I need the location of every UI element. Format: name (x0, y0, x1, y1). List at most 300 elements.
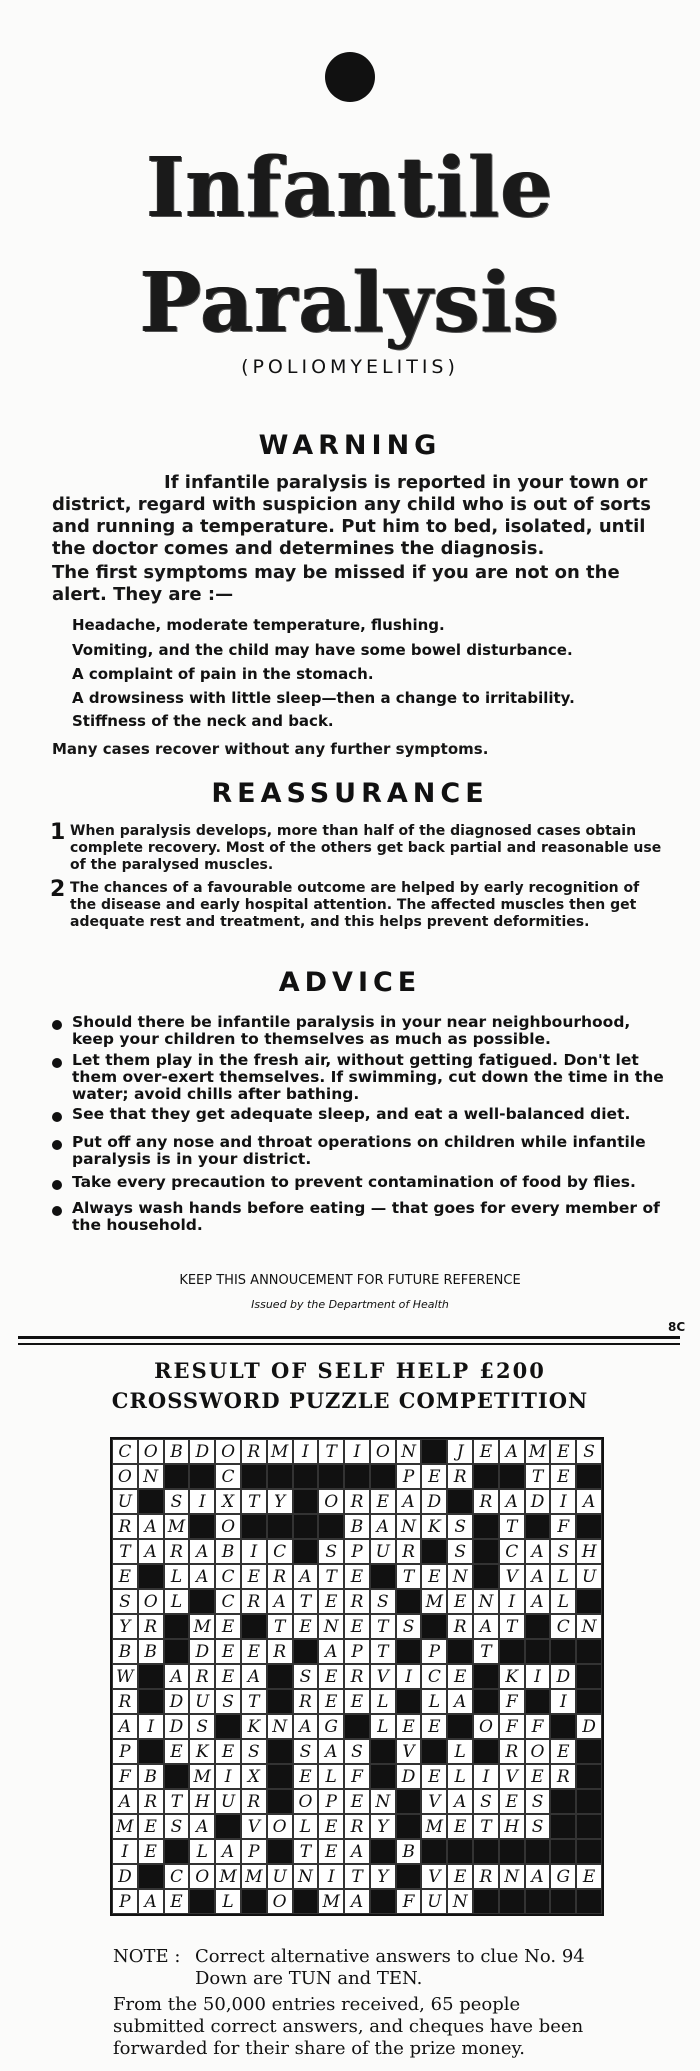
crossword-title-2: CROSSWORD PUZZLE COMPETITION (111, 1388, 589, 1413)
crossword-cell: I (550, 1489, 576, 1514)
crossword-black-square (215, 1814, 241, 1839)
crossword-black-square (525, 1839, 551, 1864)
crossword-cell: A (189, 1814, 215, 1839)
crossword-cell: E (344, 1689, 370, 1714)
crossword-cell: Y (370, 1814, 396, 1839)
crossword-cell: C (164, 1864, 190, 1889)
crossword-black-square (189, 1514, 215, 1539)
crossword-black-square (499, 1839, 525, 1864)
crossword-black-square (576, 1814, 602, 1839)
crossword-cell: S (344, 1739, 370, 1764)
crossword-cell: F (499, 1714, 525, 1739)
crossword-cell: I (215, 1764, 241, 1789)
crossword-cell: E (396, 1714, 422, 1739)
crossword-cell: O (215, 1439, 241, 1464)
crossword-cell: G (318, 1714, 344, 1739)
crossword-cell: I (344, 1439, 370, 1464)
crossword-cell: R (344, 1814, 370, 1839)
bullet-icon (52, 1112, 62, 1122)
crossword-cell: P (318, 1789, 344, 1814)
crossword-cell: H (576, 1539, 602, 1564)
crossword-cell: S (473, 1789, 499, 1814)
crossword-black-square (396, 1639, 422, 1664)
crossword-cell: D (550, 1664, 576, 1689)
crossword-cell: E (344, 1614, 370, 1639)
crossword-black-square (473, 1464, 499, 1489)
crossword-cell: E (215, 1639, 241, 1664)
crossword-black-square (267, 1764, 293, 1789)
crossword-black-square (344, 1464, 370, 1489)
crossword-black-square (396, 1814, 422, 1839)
crossword-black-square (267, 1514, 293, 1539)
crossword-black-square (189, 1889, 215, 1914)
crossword-cell: A (112, 1789, 138, 1814)
crossword-cell: T (370, 1614, 396, 1639)
crossword-black-square (267, 1739, 293, 1764)
crossword-cell: A (499, 1489, 525, 1514)
crossword-cell: A (164, 1664, 190, 1689)
crossword-cell: Y (267, 1489, 293, 1514)
crossword-cell: A (370, 1514, 396, 1539)
crossword-cell: M (421, 1589, 447, 1614)
crossword-cell: T (499, 1514, 525, 1539)
crossword-cell: R (241, 1439, 267, 1464)
crossword-cell: M (318, 1889, 344, 1914)
crossword-cell: I (241, 1539, 267, 1564)
crossword-black-square (576, 1889, 602, 1914)
crossword-cell: J (447, 1439, 473, 1464)
crossword-black-square (138, 1564, 164, 1589)
crossword-black-square (267, 1664, 293, 1689)
crossword-cell: R (138, 1789, 164, 1814)
crossword-cell: F (344, 1764, 370, 1789)
crossword-black-square (525, 1614, 551, 1639)
crossword-black-square (138, 1739, 164, 1764)
crossword-cell: L (370, 1714, 396, 1739)
crossword-cell: E (241, 1639, 267, 1664)
crossword-black-square (576, 1739, 602, 1764)
crossword-cell: E (447, 1664, 473, 1689)
crossword-cell: E (499, 1789, 525, 1814)
crossword-black-square (293, 1639, 319, 1664)
crossword-black-square (447, 1489, 473, 1514)
crossword-cell: D (189, 1639, 215, 1664)
crossword-cell: S (576, 1439, 602, 1464)
recover-note: Many cases recover without any further symptoms. (52, 740, 489, 758)
crossword-black-square (344, 1714, 370, 1739)
crossword-cell: A (344, 1889, 370, 1914)
crossword-black-square (576, 1839, 602, 1864)
crossword-cell: D (576, 1714, 602, 1739)
crossword-black-square (421, 1539, 447, 1564)
crossword-black-square (267, 1789, 293, 1814)
crossword-cell: N (576, 1614, 602, 1639)
crossword-cell: E (344, 1789, 370, 1814)
crossword-black-square (473, 1689, 499, 1714)
crossword-cell: O (293, 1789, 319, 1814)
crossword-black-square (293, 1889, 319, 1914)
crossword-black-square (241, 1464, 267, 1489)
crossword-cell: B (344, 1514, 370, 1539)
crossword-cell: A (396, 1489, 422, 1514)
crossword-cell: S (293, 1739, 319, 1764)
crossword-cell: T (241, 1689, 267, 1714)
crossword-cell: S (396, 1614, 422, 1639)
crossword-cell: R (473, 1864, 499, 1889)
crossword-cell: N (447, 1889, 473, 1914)
crossword-cell: M (112, 1814, 138, 1839)
crossword-black-square (164, 1764, 190, 1789)
crossword-cell: L (293, 1814, 319, 1839)
crossword-black-square (576, 1639, 602, 1664)
crossword-cell: N (473, 1589, 499, 1614)
crossword-cell: E (421, 1464, 447, 1489)
crossword-cell: P (344, 1539, 370, 1564)
crossword-black-square (473, 1739, 499, 1764)
crossword-cell: R (112, 1689, 138, 1714)
crossword-cell: L (164, 1589, 190, 1614)
crossword-cell: E (318, 1689, 344, 1714)
crossword-cell: K (189, 1739, 215, 1764)
crossword-cell: A (576, 1489, 602, 1514)
crossword-cell: L (215, 1889, 241, 1914)
crossword-cell: E (318, 1664, 344, 1689)
black-dot-ornament (325, 52, 375, 102)
reassurance-heading: REASSURANCE (211, 778, 489, 809)
crossword-cell: E (164, 1739, 190, 1764)
crossword-black-square (550, 1714, 576, 1739)
crossword-cell: O (267, 1889, 293, 1914)
crossword-cell: R (293, 1689, 319, 1714)
crossword-cell: O (138, 1439, 164, 1464)
crossword-cell: L (370, 1689, 396, 1714)
crossword-cell: E (576, 1864, 602, 1889)
title-infantile: Infantile (146, 140, 554, 236)
crossword-cell: T (112, 1539, 138, 1564)
crossword-black-square (550, 1814, 576, 1839)
crossword-cell: F (525, 1714, 551, 1739)
crossword-cell: I (138, 1714, 164, 1739)
crossword-cell: E (241, 1564, 267, 1589)
crossword-cell: X (215, 1489, 241, 1514)
crossword-cell: A (215, 1839, 241, 1864)
crossword-cell: B (215, 1539, 241, 1564)
crossword-cell: E (447, 1864, 473, 1889)
crossword-black-square (421, 1614, 447, 1639)
crossword-cell: S (215, 1689, 241, 1714)
crossword-cell: E (318, 1814, 344, 1839)
crossword-cell: B (396, 1839, 422, 1864)
crossword-cell: U (421, 1889, 447, 1914)
crossword-black-square (473, 1839, 499, 1864)
crossword-cell: A (138, 1539, 164, 1564)
crossword-cell: A (189, 1564, 215, 1589)
crossword-cell: D (164, 1714, 190, 1739)
crossword-cell: T (396, 1564, 422, 1589)
crossword-cell: S (189, 1714, 215, 1739)
crossword-cell: A (293, 1714, 319, 1739)
crossword-cell: A (447, 1789, 473, 1814)
reference-code: 8C (668, 1320, 686, 1334)
crossword-cell: A (525, 1564, 551, 1589)
crossword-black-square (370, 1564, 396, 1589)
crossword-cell: S (370, 1589, 396, 1614)
crossword-cell: C (112, 1439, 138, 1464)
crossword-black-square (421, 1839, 447, 1864)
symptom-3: A complaint of pain in the stomach. (72, 665, 374, 683)
crossword-cell: A (525, 1864, 551, 1889)
crossword-cell: E (318, 1589, 344, 1614)
crossword-cell: C (215, 1464, 241, 1489)
crossword-black-square (550, 1839, 576, 1864)
crossword-cell: B (138, 1764, 164, 1789)
crossword-cell: F (550, 1514, 576, 1539)
crossword-cell: O (370, 1439, 396, 1464)
crossword-black-square (576, 1464, 602, 1489)
crossword-cell: T (293, 1589, 319, 1614)
bullet-icon (52, 1180, 62, 1190)
reassurance-num-1: 1 (50, 820, 66, 845)
crossword-cell: E (550, 1464, 576, 1489)
crossword-cell: L (550, 1564, 576, 1589)
crossword-cell: P (396, 1464, 422, 1489)
symptom-2: Vomiting, and the child may have some bowel disturbance. (72, 641, 573, 659)
crossword-black-square (293, 1464, 319, 1489)
symptom-1: Headache, moderate temperature, flushing. (72, 616, 445, 634)
crossword-cell: L (421, 1689, 447, 1714)
crossword-cell: A (293, 1564, 319, 1589)
crossword-cell: E (215, 1739, 241, 1764)
crossword-cell: R (447, 1464, 473, 1489)
crossword-cell: A (189, 1539, 215, 1564)
crossword-cell: O (215, 1514, 241, 1539)
crossword-black-square (164, 1639, 190, 1664)
crossword-cell: T (267, 1614, 293, 1639)
divider-rule (18, 1336, 680, 1339)
crossword-black-square (525, 1514, 551, 1539)
reassurance-item-1: When paralysis develops, more than half of the diagnosed cases obtain complete recovery. Most of the others get back partial and reasonable use of the paralysed muscles. (70, 823, 662, 873)
reassurance-item-2: The chances of a favourable outcome are helped by early recognition of the disease and early hospital attention. The affected muscles then get adequate rest and treatment, and this helps prevent deformities. (70, 880, 640, 930)
crossword-cell: E (447, 1814, 473, 1839)
crossword-cell: I (499, 1589, 525, 1614)
crossword-cell: P (344, 1639, 370, 1664)
note-text: Correct alternative answers to clue No. 94 Down are TUN and TEN. (195, 1946, 585, 1989)
crossword-cell: R (189, 1664, 215, 1689)
crossword-cell: N (267, 1714, 293, 1739)
crossword-black-square (499, 1464, 525, 1489)
crossword-black-square (267, 1839, 293, 1864)
crossword-cell: N (138, 1464, 164, 1489)
crossword-cell: I (112, 1839, 138, 1864)
crossword-cell: L (447, 1739, 473, 1764)
crossword-black-square (447, 1639, 473, 1664)
advice-item-5: Take every precaution to prevent contamination of food by flies. (72, 1173, 636, 1191)
note-label: NOTE : (113, 1946, 181, 1967)
crossword-black-square (241, 1514, 267, 1539)
crossword-cell: M (241, 1864, 267, 1889)
crossword-cell: M (525, 1439, 551, 1464)
crossword-cell: E (421, 1714, 447, 1739)
crossword-cell: U (112, 1489, 138, 1514)
crossword-cell: E (138, 1839, 164, 1864)
crossword-cell: T (370, 1639, 396, 1664)
crossword-cell: D (189, 1439, 215, 1464)
crossword-cell: P (241, 1839, 267, 1864)
crossword-cell: N (370, 1789, 396, 1814)
crossword-cell: H (189, 1789, 215, 1814)
crossword-cell: E (344, 1564, 370, 1589)
crossword-cell: E (473, 1439, 499, 1464)
crossword-cell: I (396, 1664, 422, 1689)
crossword-cell: U (370, 1539, 396, 1564)
crossword-cell: R (241, 1589, 267, 1614)
crossword-black-square (499, 1889, 525, 1914)
crossword-cell: T (525, 1464, 551, 1489)
crossword-cell: R (344, 1589, 370, 1614)
crossword-cell: U (189, 1689, 215, 1714)
warning-heading: WARNING (258, 430, 442, 461)
crossword-cell: S (525, 1789, 551, 1814)
crossword-black-square (473, 1664, 499, 1689)
crossword-black-square (138, 1864, 164, 1889)
crossword-cell: S (241, 1739, 267, 1764)
crossword-cell: E (421, 1764, 447, 1789)
symptom-4: A drowsiness with little sleep—then a change to irritability. (72, 689, 575, 707)
crossword-black-square (473, 1514, 499, 1539)
crossword-black-square (473, 1564, 499, 1589)
advice-item-1: Should there be infantile paralysis in your near neighbourhood, keep your children to themselves as much as possible. (72, 1013, 631, 1048)
crossword-cell: A (138, 1889, 164, 1914)
crossword-cell: L (550, 1589, 576, 1614)
crossword-black-square (550, 1639, 576, 1664)
crossword-cell: V (370, 1664, 396, 1689)
crossword-black-square (396, 1689, 422, 1714)
crossword-grid (110, 1437, 604, 1916)
crossword-black-square (164, 1839, 190, 1864)
crossword-black-square (267, 1689, 293, 1714)
crossword-black-square (499, 1639, 525, 1664)
crossword-cell: T (241, 1489, 267, 1514)
crossword-black-square (525, 1639, 551, 1664)
crossword-black-square (550, 1789, 576, 1814)
crossword-cell: T (318, 1564, 344, 1589)
crossword-cell: S (525, 1814, 551, 1839)
crossword-black-square (293, 1489, 319, 1514)
crossword-cell: R (473, 1489, 499, 1514)
crossword-cell: U (267, 1864, 293, 1889)
crossword-cell: V (421, 1789, 447, 1814)
crossword-black-square (241, 1889, 267, 1914)
crossword-black-square (447, 1714, 473, 1739)
crossword-cell: A (525, 1589, 551, 1614)
crossword-cell: E (550, 1739, 576, 1764)
crossword-cell: C (421, 1664, 447, 1689)
reassurance-num-2: 2 (50, 877, 66, 902)
crossword-cell: R (138, 1614, 164, 1639)
crossword-black-square (138, 1664, 164, 1689)
crossword-cell: I (189, 1489, 215, 1514)
crossword-black-square (293, 1514, 319, 1539)
crossword-cell: E (318, 1839, 344, 1864)
crossword-cell: M (164, 1514, 190, 1539)
crossword-cell: S (550, 1539, 576, 1564)
crossword-cell: D (525, 1489, 551, 1514)
crossword-cell: U (215, 1789, 241, 1814)
crossword-black-square (576, 1689, 602, 1714)
crossword-black-square (473, 1889, 499, 1914)
crossword-cell: T (473, 1814, 499, 1839)
crossword-cell: U (576, 1564, 602, 1589)
crossword-cell: V (499, 1764, 525, 1789)
crossword-cell: E (215, 1664, 241, 1689)
crossword-cell: T (164, 1789, 190, 1814)
crossword-cell: R (499, 1739, 525, 1764)
crossword-black-square (215, 1714, 241, 1739)
crossword-cell: E (293, 1764, 319, 1789)
crossword-cell: W (112, 1664, 138, 1689)
crossword-cell: E (164, 1889, 190, 1914)
crossword-cell: A (499, 1439, 525, 1464)
crossword-black-square (318, 1464, 344, 1489)
crossword-black-square (447, 1839, 473, 1864)
crossword-cell: E (293, 1614, 319, 1639)
crossword-cell: R (267, 1639, 293, 1664)
crossword-cell: T (318, 1439, 344, 1464)
crossword-cell: M (267, 1439, 293, 1464)
crossword-cell: L (189, 1839, 215, 1864)
crossword-cell: D (396, 1764, 422, 1789)
crossword-black-square (138, 1489, 164, 1514)
crossword-cell: N (293, 1864, 319, 1889)
crossword-cell: Y (370, 1864, 396, 1889)
crossword-cell: C (550, 1614, 576, 1639)
crossword-cell: V (499, 1564, 525, 1589)
title-paralysis: Paralysis (139, 255, 561, 351)
crossword-cell: N (318, 1614, 344, 1639)
crossword-cell: T (499, 1614, 525, 1639)
crossword-black-square (189, 1589, 215, 1614)
crossword-black-square (370, 1889, 396, 1914)
crossword-cell: L (447, 1764, 473, 1789)
crossword-cell: R (241, 1789, 267, 1814)
crossword-black-square (473, 1539, 499, 1564)
crossword-black-square (241, 1614, 267, 1639)
crossword-black-square (576, 1514, 602, 1539)
crossword-cell: D (112, 1864, 138, 1889)
crossword-cell: B (112, 1639, 138, 1664)
crossword-cell: E (215, 1614, 241, 1639)
crossword-cell: T (473, 1639, 499, 1664)
crossword-cell: I (318, 1864, 344, 1889)
crossword-cell: R (550, 1764, 576, 1789)
keep-notice: KEEP THIS ANNOUCEMENT FOR FUTURE REFERENCE (179, 1273, 521, 1288)
crossword-cell: R (112, 1514, 138, 1539)
crossword-cell: I (293, 1439, 319, 1464)
crossword-black-square (138, 1689, 164, 1714)
crossword-cell: S (164, 1489, 190, 1514)
divider-rule (18, 1343, 680, 1345)
crossword-cell: A (318, 1639, 344, 1664)
crossword-cell: O (525, 1739, 551, 1764)
crossword-cell: K (421, 1514, 447, 1539)
bullet-icon (52, 1140, 62, 1150)
subtitle: (POLIOMYELITIS) (241, 356, 459, 378)
crossword-black-square (550, 1889, 576, 1914)
crossword-cell: C (267, 1539, 293, 1564)
crossword-cell: S (112, 1589, 138, 1614)
issued-by: Issued by the Department of Health (251, 1298, 449, 1311)
crossword-cell: Y (112, 1614, 138, 1639)
